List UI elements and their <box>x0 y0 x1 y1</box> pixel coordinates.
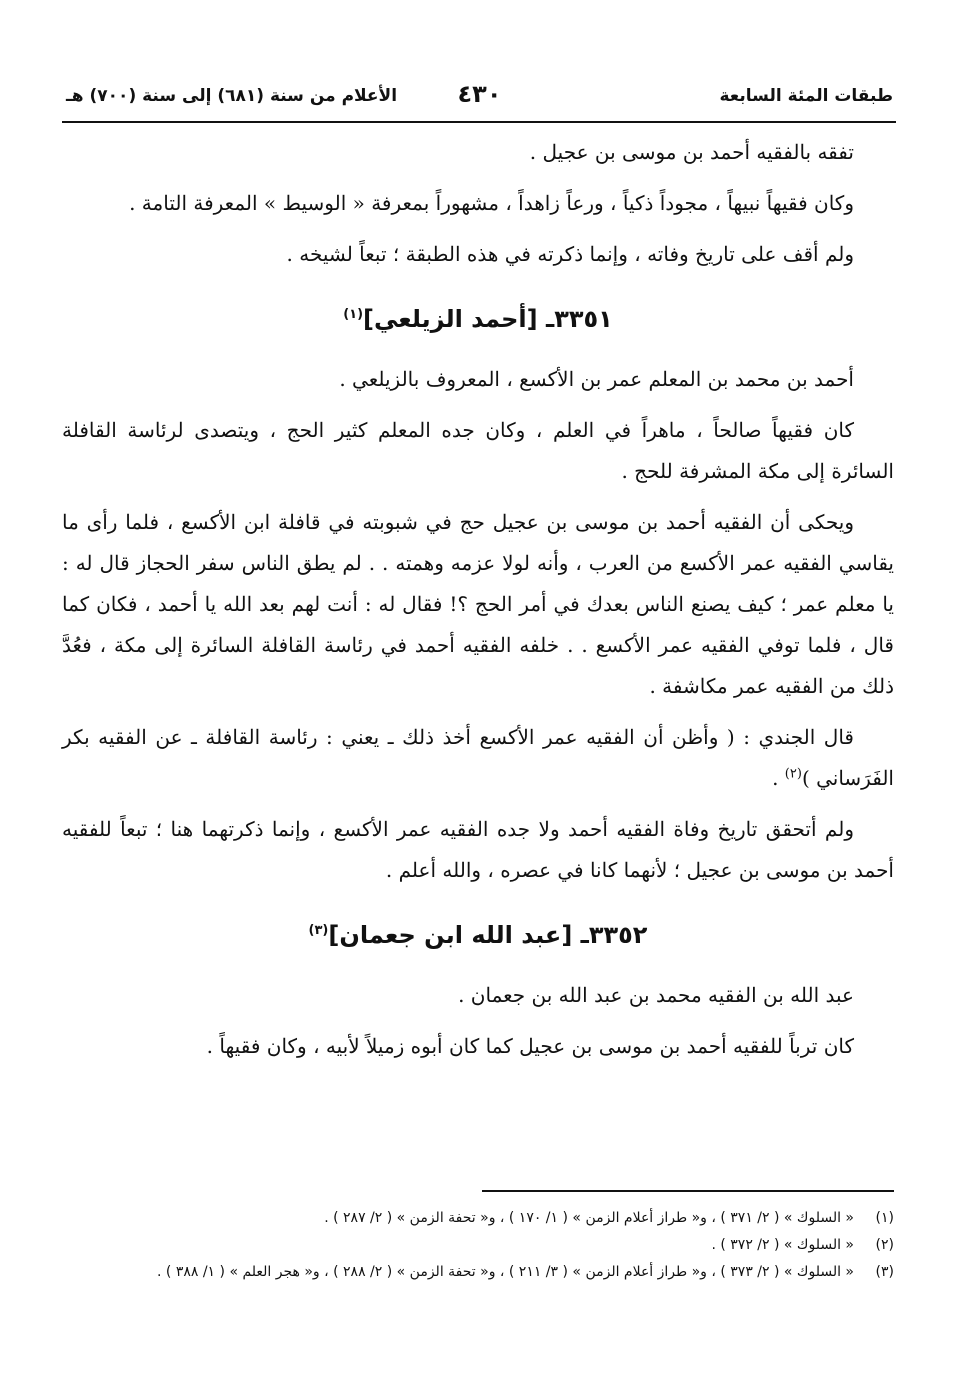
footnote-number: (١) <box>875 1210 894 1226</box>
paragraph: عبد الله بن الفقيه محمد بن عبد الله بن جعمان . <box>458 983 854 1007</box>
footnote <box>60 1259 894 1286</box>
footnote-text: « السلوك » ( ٢/ ٣٧٢ ) . <box>711 1237 854 1253</box>
section-title: طبقات المئة السابعة <box>719 86 893 106</box>
footnote <box>60 1205 894 1232</box>
page-number: ٤٣٠ <box>457 80 502 108</box>
footnote-ref: (٣) <box>308 923 329 938</box>
range-title: الأعلام من سنة (٦٨١) إلى سنة (٧٠٠) هـ <box>66 86 398 106</box>
page-header <box>62 76 897 116</box>
entry-heading <box>62 297 894 341</box>
footnote <box>60 1232 894 1259</box>
quote-end: . <box>772 766 785 790</box>
paragraph: ولم أقف على تاريخ وفاته ، وإنما ذكرته في هذه الطبقة ؛ تبعاً لشيخه . <box>286 242 854 266</box>
quote-text: قال الجندي : ( وأظن أن الفقيه عمر الأكسع أخذ ذلك ـ يعني : رئاسة القافلة ـ عن الفقيه بكر الفَرَساني ) <box>62 725 894 790</box>
header-rule <box>62 121 896 123</box>
footnotes <box>60 1205 894 1286</box>
main-text <box>62 132 894 1077</box>
paragraph: أحمد بن محمد بن المعلم عمر بن الأكسع ، المعروف بالزيلعي . <box>339 367 854 391</box>
paragraph: كان فقيهاً صالحاً ، ماهراً في العلم ، وكان جده المعلم كثير الحج ، ويتصدى لرئاسة القافلة السائرة إلى مكة المشرفة للحج . <box>62 418 894 483</box>
footnote-ref: (٢) <box>784 766 802 782</box>
footnote-text: « السلوك » ( ٢/ ٣٧١ ) ، و« طراز أعلام الزمن » ( ١/ ١٧٠ ) ، و« تحفة الزمن » ( ٢/ ٢٨٧ ) . <box>324 1210 854 1226</box>
footnote-rule <box>482 1190 894 1192</box>
paragraph: تفقه بالفقيه أحمد بن موسى بن عجيل . <box>529 140 854 164</box>
entry-heading-text: ٣٣٥٢ـ [عبد الله ابن جعمان] <box>328 921 648 949</box>
footnote-text: « السلوك » ( ٢/ ٣٧٣ ) ، و« طراز أعلام الزمن » ( ٣/ ٢١١ ) ، و« تحفة الزمن » ( ٢/ ٢٨٨ ) ، و« هجر العلم » ( ١/ ٣٨٨ ) . <box>157 1264 854 1280</box>
paragraph <box>62 717 894 799</box>
entry-heading-text: ٣٣٥١ـ [أحمد الزيلعي] <box>363 305 613 333</box>
footnote-ref: (١) <box>343 307 364 322</box>
footnote-number: (٢) <box>875 1237 894 1253</box>
footnote-number: (٣) <box>875 1264 894 1280</box>
paragraph: كان ترباً للفقيه أحمد بن موسى بن عجيل كما كان أبوه زميلاً لأبيه ، وكان فقيهاً . <box>206 1034 854 1058</box>
paragraph: ولم أتحقق تاريخ وفاة الفقيه أحمد ولا جده الفقيه عمر الأكسع ، وإنما ذكرتهما هنا ؛ تبعاً للفقيه أحمد بن موسى بن عجيل ؛ لأنهما كانا في عصره ، والله أعلم . <box>62 817 894 882</box>
paragraph: وكان فقيهاً نبيهاً ، مجوداً ذكياً ، ورعاً زاهداً ، مشهوراً بمعرفة « الوسيط » المعرفة التامة . <box>129 191 854 215</box>
entry-heading <box>62 913 894 957</box>
paragraph: ويحكى أن الفقيه أحمد بن موسى بن عجيل حج في شبوبته في قافلة ابن الأكسع ، فلما رأى ما يقاسي الفقيه عمر الأكسع من العرب ، وأنه لولا عزمه وهمته . . لم يطق الناس سفر الحجاز قال له : يا معلم عمر ؛ كيف يصنع الناس بعدك في أمر الحج ؟! فقال له : أنت لهم بعد الله يا أحمد ، فكان كما قال ، فلما توفي الفقيه عمر الأكسع . . خلفه الفقيه أحمد في رئاسة القافلة السائرة إلى مكة ، فعُدَّ ذلك من الفقيه عمر مكاشفة . <box>62 510 894 698</box>
